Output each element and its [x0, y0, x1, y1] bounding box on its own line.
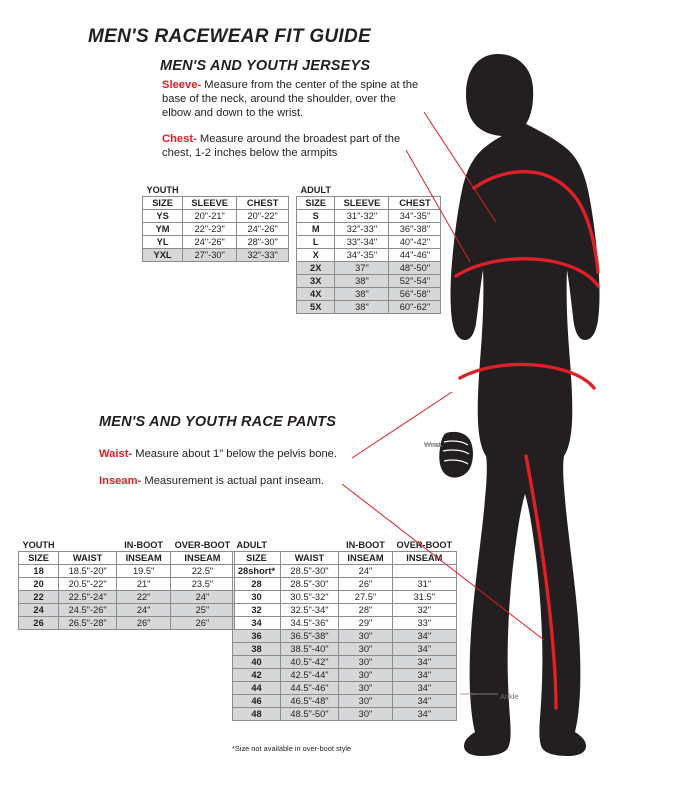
- table-cell: 34": [393, 707, 457, 720]
- table-cell: 30": [339, 655, 393, 668]
- table-cell: 18: [19, 564, 59, 577]
- table-cell: 30": [339, 707, 393, 720]
- table-body: [143, 183, 289, 261]
- table-cell: 5X: [297, 300, 335, 313]
- table-cell: 21": [117, 577, 171, 590]
- table-cell: 33"-34": [335, 235, 389, 248]
- column-header-cell: INSEAM: [117, 551, 171, 564]
- table-cell: M: [297, 222, 335, 235]
- table-cell: 48"-50": [389, 261, 441, 274]
- table-cell: 34: [233, 616, 281, 629]
- column-header-cell: INSEAM: [393, 551, 457, 564]
- table-cell: 30": [339, 694, 393, 707]
- table-cell: 34"-35": [389, 209, 441, 222]
- table-cell: 20.5"-22": [59, 577, 117, 590]
- table-cell: 24"-26": [237, 222, 289, 235]
- table-column-header: [143, 196, 289, 209]
- table-cell: 4X: [297, 287, 335, 300]
- annotation-label-wrist: Wrist: [424, 440, 441, 449]
- table-cell: 20: [19, 577, 59, 590]
- definition-sleeve: [162, 78, 424, 121]
- table-cell: 34": [393, 642, 457, 655]
- table-cell: 60"-62": [389, 300, 441, 313]
- table-cell: 24"-26": [183, 235, 237, 248]
- table-cell: 40.5"-42": [281, 655, 339, 668]
- table-cell: 48: [233, 707, 281, 720]
- table-cell: S: [297, 209, 335, 222]
- table-cell: 44"-46": [389, 248, 441, 261]
- table-cell: 28short*: [233, 564, 281, 577]
- table-cell: 24": [171, 590, 235, 603]
- table-group-label: YOUTH: [22, 539, 55, 550]
- column-header-cell: SLEEVE: [183, 196, 237, 209]
- table-cell: YL: [143, 235, 183, 248]
- table-cell: 56"-58": [389, 287, 441, 300]
- definition-inseam: [99, 474, 419, 488]
- table-cell: YXL: [143, 248, 183, 261]
- column-header-top: [281, 538, 339, 551]
- definition-chest: [162, 132, 412, 160]
- table-body: [19, 538, 235, 629]
- table-cell: 22.5"-24": [59, 590, 117, 603]
- table-cell: 32": [393, 603, 457, 616]
- table-row: [143, 209, 289, 222]
- column-header-cell: CHEST: [237, 196, 289, 209]
- table-cell: 42.5"-44": [281, 668, 339, 681]
- table-cell: 46.5"-48": [281, 694, 339, 707]
- table-group-header: [19, 538, 235, 551]
- table-group-header: [143, 183, 289, 196]
- table-cell: 30: [233, 590, 281, 603]
- section-title-pants: MEN'S AND YOUTH RACE PANTS: [99, 414, 337, 430]
- table-cell: 2X: [297, 261, 335, 274]
- table-cell: 19.5": [117, 564, 171, 577]
- table-cell: 44.5"-46": [281, 681, 339, 694]
- table-cell: 30": [339, 668, 393, 681]
- table-cell: 20"-21": [183, 209, 237, 222]
- column-header-top: [59, 538, 117, 551]
- table-cell: 34": [393, 629, 457, 642]
- table-group-label: ADULT: [300, 184, 331, 195]
- table-cell: 22: [19, 590, 59, 603]
- table-cell: 36: [233, 629, 281, 642]
- column-header-cell: CHEST: [389, 196, 441, 209]
- table-cell: 42: [233, 668, 281, 681]
- definition-term-inseam: Inseam-: [99, 475, 142, 487]
- table-row: [143, 235, 289, 248]
- table-cell: 24.5"-26": [59, 603, 117, 616]
- definition-text-chest: Measure around the broadest part of the chest, 1-2 inches below the armpits: [162, 133, 401, 160]
- table-cell: 22.5": [171, 564, 235, 577]
- table-cell: 32"-33": [237, 248, 289, 261]
- table-cell: 22"-23": [183, 222, 237, 235]
- table-cell: 34"-35": [335, 248, 389, 261]
- model-figure: [386, 48, 686, 790]
- table-cell: 28.5"-30": [281, 564, 339, 577]
- column-header-cell: SLEEVE: [335, 196, 389, 209]
- table-cell: 26": [171, 616, 235, 629]
- figure-silhouette: [451, 54, 600, 756]
- table-cell: 36"-38": [389, 222, 441, 235]
- definition-term-chest: Chest-: [162, 133, 197, 145]
- table-cell: 46: [233, 694, 281, 707]
- definition-text-inseam: Measurement is actual pant inseam.: [141, 475, 325, 487]
- table-cell: 30": [339, 642, 393, 655]
- definition-text-waist: Measure about 1" below the pelvis bone.: [132, 448, 338, 460]
- table-cell: 38": [335, 274, 389, 287]
- table-cell: 26": [117, 616, 171, 629]
- figure-hand: [439, 432, 473, 478]
- table-cell: 3X: [297, 274, 335, 287]
- table-row: [143, 222, 289, 235]
- table-cell: YS: [143, 209, 183, 222]
- column-header-top: IN-BOOT: [346, 539, 385, 550]
- table-youth-pants: [18, 538, 235, 630]
- column-header-top: OVER-BOOT: [174, 539, 231, 550]
- table-cell: 48.5"-50": [281, 707, 339, 720]
- column-header-cell: WAIST: [59, 551, 117, 564]
- table-cell: 52"-54": [389, 274, 441, 287]
- table-cell: 36.5"-38": [281, 629, 339, 642]
- table-cell: 25": [171, 603, 235, 616]
- table-row: [19, 564, 235, 577]
- table-group-label: YOUTH: [146, 184, 179, 195]
- table-cell: 34": [393, 668, 457, 681]
- table-cell: 30": [339, 681, 393, 694]
- table-row: [19, 603, 235, 616]
- table-row: [19, 590, 235, 603]
- table-cell: 40: [233, 655, 281, 668]
- table-cell: 31"-32": [335, 209, 389, 222]
- table-cell: 33": [393, 616, 457, 629]
- table-cell: 22": [117, 590, 171, 603]
- table-cell: 28.5"-30": [281, 577, 339, 590]
- definition-waist: [99, 447, 399, 461]
- definition-text-sleeve: Measure from the center of the spine at the base of the neck, around the shoulder, over the elbow and down to the wrist.: [162, 79, 419, 120]
- table-cell: 18.5"-20": [59, 564, 117, 577]
- table-row: [19, 616, 235, 629]
- table-cell: 24": [117, 603, 171, 616]
- table-cell: 34": [393, 694, 457, 707]
- table-cell: 34": [393, 681, 457, 694]
- table-cell: 29": [339, 616, 393, 629]
- table-cell: 24: [19, 603, 59, 616]
- column-header-cell: SIZE: [143, 196, 183, 209]
- table-cell: 23.5": [171, 577, 235, 590]
- column-header-cell: SIZE: [19, 551, 59, 564]
- table-cell: 28"-30": [237, 235, 289, 248]
- table-cell: 28: [233, 577, 281, 590]
- column-header-cell: SIZE: [297, 196, 335, 209]
- table-group-label: ADULT: [236, 539, 267, 550]
- table-footnote-pants: *Size not available in over-boot style: [232, 744, 352, 753]
- table-cell: 37": [335, 261, 389, 274]
- table-cell: 30.5"-32": [281, 590, 339, 603]
- table-cell: YM: [143, 222, 183, 235]
- column-header-cell: INSEAM: [171, 551, 235, 564]
- table-cell: 28": [339, 603, 393, 616]
- table-cell: 32.5"-34": [281, 603, 339, 616]
- table-cell: 34.5"-36": [281, 616, 339, 629]
- table-cell: 38": [335, 300, 389, 313]
- table-cell: 32"-33": [335, 222, 389, 235]
- table-cell: L: [297, 235, 335, 248]
- table-cell: 20"-22": [237, 209, 289, 222]
- table-column-header: [19, 551, 235, 564]
- table-cell: 31": [393, 577, 457, 590]
- table-cell: 27.5": [339, 590, 393, 603]
- annotation-label-ankle: Ankle: [500, 692, 519, 701]
- column-header-top: IN-BOOT: [124, 539, 164, 550]
- table-cell: 26: [19, 616, 59, 629]
- table-cell: X: [297, 248, 335, 261]
- table-cell: 32: [233, 603, 281, 616]
- table-cell: 44: [233, 681, 281, 694]
- table-row: [19, 577, 235, 590]
- table-cell: 26": [339, 577, 393, 590]
- table-cell: 26.5"-28": [59, 616, 117, 629]
- page-title: MEN'S RACEWEAR FIT GUIDE: [88, 26, 371, 47]
- column-header-cell: SIZE: [233, 551, 281, 564]
- section-title-jerseys: MEN'S AND YOUTH JERSEYS: [160, 58, 371, 74]
- definition-term-sleeve: Sleeve-: [162, 79, 202, 91]
- table-cell: 31.5": [393, 590, 457, 603]
- table-cell: 38.5"-40": [281, 642, 339, 655]
- table-cell: 30": [339, 629, 393, 642]
- definition-term-waist: Waist-: [99, 448, 133, 460]
- table-cell: 27"-30": [183, 248, 237, 261]
- table-row: [143, 248, 289, 261]
- table-cell: 24": [339, 564, 393, 577]
- column-header-top: OVER-BOOT: [396, 539, 453, 550]
- table-cell: 40"-42": [389, 235, 441, 248]
- table-youth-jerseys: [142, 183, 289, 262]
- table-cell: 38: [233, 642, 281, 655]
- column-header-cell: INSEAM: [339, 551, 393, 564]
- table-cell: 38": [335, 287, 389, 300]
- table-cell: 34": [393, 655, 457, 668]
- column-header-cell: WAIST: [281, 551, 339, 564]
